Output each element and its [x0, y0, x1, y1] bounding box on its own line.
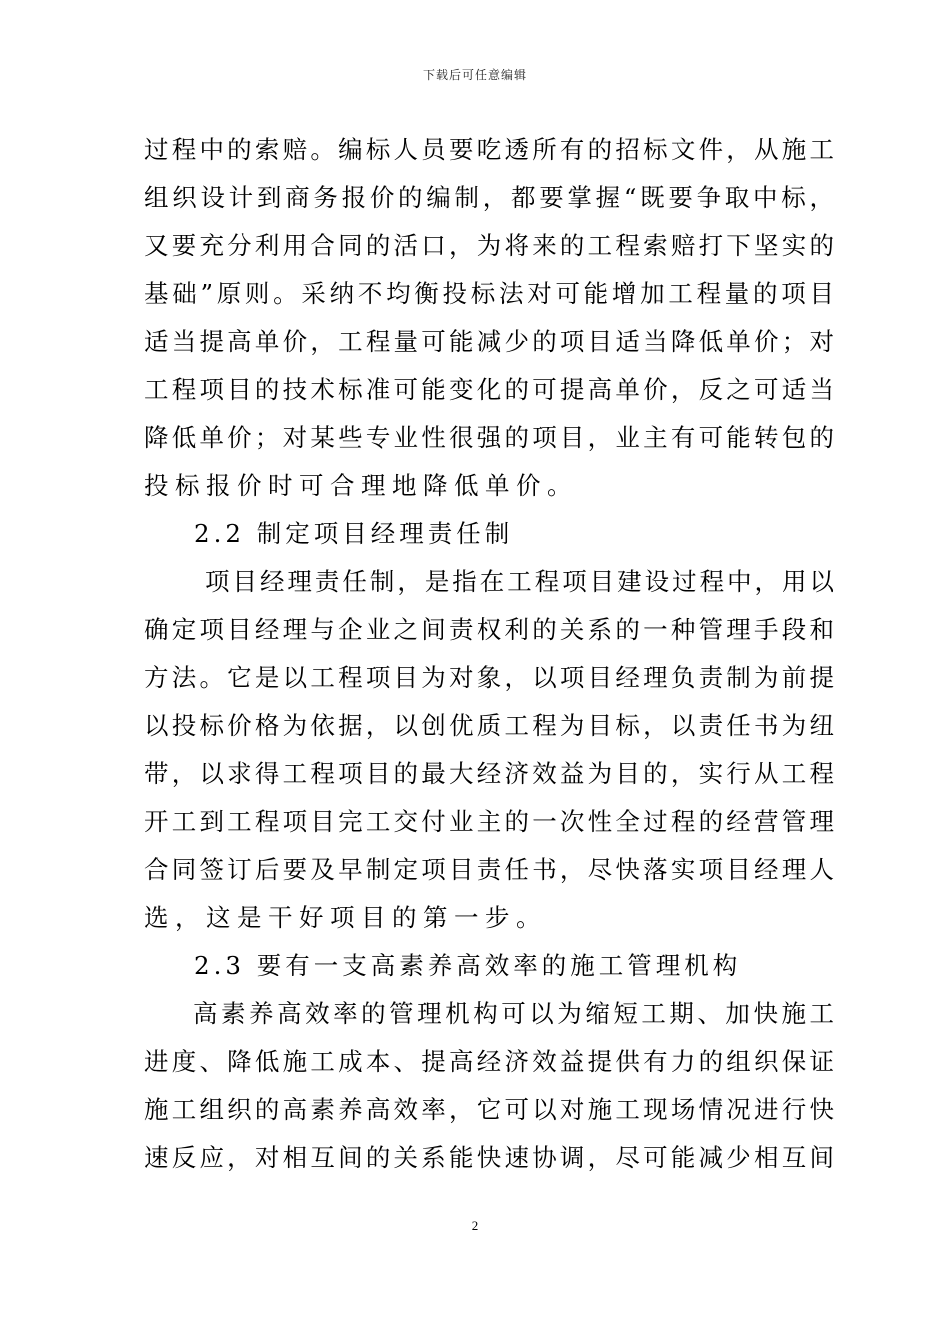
body-line: 高素养高效率的管理机构可以为缩短工期、加快施工: [193, 999, 834, 1028]
body-line: 过程中的索赔。编标人员要吃透所有的招标文件，从施工: [144, 135, 834, 164]
body-line: 选，这是干好项目的第一步。: [144, 903, 547, 932]
body-line: 合同签订后要及早制定项目责任书，尽快落实项目经理人: [144, 855, 834, 884]
body-line: 开工到工程项目完工交付业主的一次性全过程的经营管理: [144, 807, 834, 836]
page-number: 2: [471, 1218, 479, 1233]
body-line: 工程项目的技术标准可能变化的可提高单价，反之可适当: [144, 375, 834, 404]
body-line: 方法。它是以工程项目为对象，以项目经理负责制为前提: [144, 663, 834, 692]
body-line: 项目经理责任制，是指在工程项目建设过程中，用以: [205, 567, 834, 596]
body-line: 确定项目经理与企业之间责权利的关系的一种管理手段和: [144, 615, 834, 644]
body-line: 带，以求得工程项目的最大经济效益为目的，实行从工程: [144, 759, 834, 788]
body-line: 降低单价；对某些专业性很强的项目，业主有可能转包的: [144, 423, 834, 452]
body-line: 进度、降低施工成本、提高经济效益提供有力的组织保证: [144, 1047, 834, 1076]
body-line: 以投标价格为依据，以创优质工程为目标，以责任书为纽: [144, 711, 834, 740]
body-line: 速反应，对相互间的关系能快速协调，尽可能减少相互间: [144, 1143, 834, 1172]
body-line: 投标报价时可合理地降低单价。: [144, 471, 578, 500]
body-line: 基础”原则。采纳不均衡投标法对可能增加工程量的项目: [144, 279, 834, 308]
page-header: 下载后可任意编辑: [422, 68, 527, 82]
section-heading-2-3: 2.3 要有一支高素养高效率的施工管理机构: [194, 951, 742, 980]
section-heading-2-2: 2.2 制定项目经理责任制: [194, 519, 514, 548]
body-line: 适当提高单价，工程量可能减少的项目适当降低单价；对: [144, 327, 834, 356]
document-body: [144, 126, 834, 1182]
body-line: 组织设计到商务报价的编制，都要掌握“既要争取中标，: [144, 183, 834, 212]
body-line: 又要充分利用合同的活口，为将来的工程索赔打下坚实的: [144, 231, 834, 260]
body-line: 施工组织的高素养高效率，它可以对施工现场情况进行快: [144, 1095, 834, 1124]
